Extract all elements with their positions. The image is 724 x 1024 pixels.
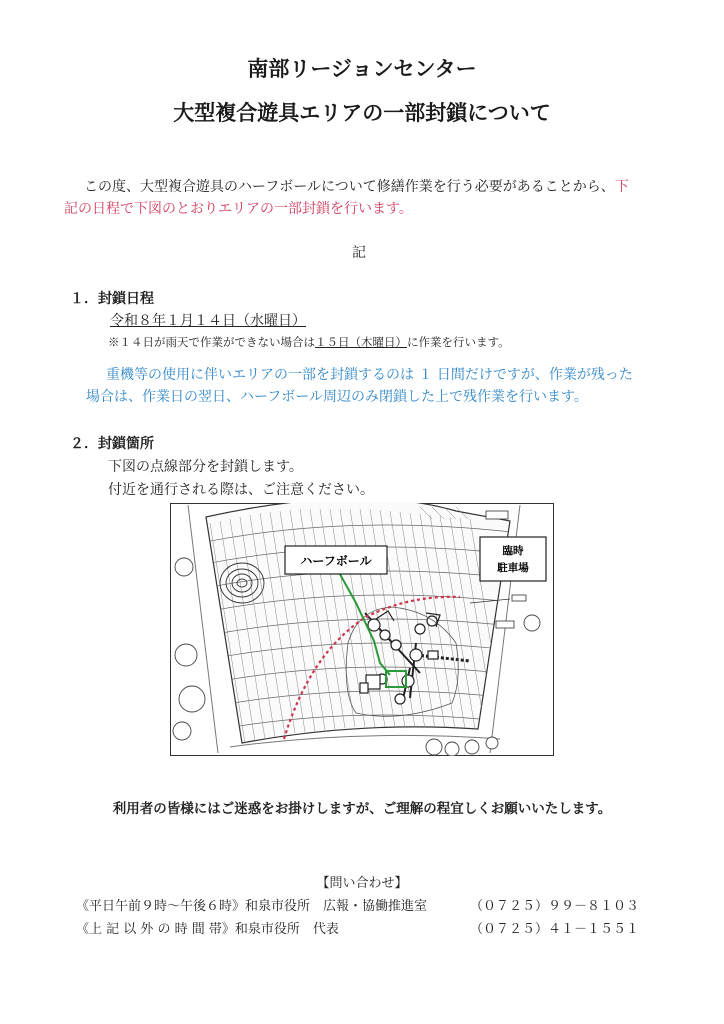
contact-row1-phone: （０７２５）９９－８１０３ (470, 899, 640, 914)
page-title-line2: 大型複合遊具エリアの一部封鎖について (173, 101, 551, 125)
parking-label-line2: 駐車場 (497, 562, 529, 574)
apology-notice: 利用者の皆様にはご迷惑をお掛けしますが、ご理解の程宜しくお願いいたします。 (112, 801, 612, 817)
section2-line1: 下図の点線部分を封鎖します。 (108, 459, 303, 475)
ki-mark: 記 (352, 245, 366, 261)
rain-note-pre: ※１４日が雨天で作業ができない場合は (108, 335, 315, 349)
closure-map (170, 503, 554, 756)
intro-black-text: この度、大型複合遊具のハーフボールについて修繕作業を行う必要があることから、 (84, 179, 615, 195)
parking-label-box (480, 537, 546, 581)
intro-line2: 記の日程で下図のとおりエリアの一部封鎖を行います。 (64, 201, 413, 217)
closure-date: 令和８年１月１４日（水曜日） (110, 313, 306, 329)
intro-line1 (84, 176, 629, 198)
rain-note-date: １５日（木曜日） (315, 335, 407, 349)
intro-red-text-start: 下 (614, 179, 629, 195)
blue-note-line1: 重機等の使用に伴いエリアの一部を封鎖するのは １ 日間だけですが、作業が残った (106, 367, 633, 383)
contact-row2-phone: （０７２５）４１－１５５１ (470, 922, 640, 937)
halfball-label: ハーフボール (300, 554, 372, 568)
page-title-line1: 南部リージョンセンター (247, 57, 477, 81)
rain-note-post: に作業を行います。 (407, 335, 510, 349)
parking-label-line1: 臨時 (502, 545, 524, 557)
section1-heading: １．封鎖日程 (70, 291, 154, 307)
rain-note (108, 334, 510, 350)
contact-heading: 【問い合わせ】 (316, 876, 408, 891)
contact-row2-label: 《上 記 以 外 の 時 間 帯》和泉市役所 代表 (76, 922, 339, 937)
section2-line2: 付近を通行される際は、ご注意ください。 (108, 482, 374, 498)
contact-row1-label: 《平日午前９時～午後６時》和泉市役所 広報・協働推進室 (76, 899, 428, 914)
section2-heading: ２．封鎖箇所 (70, 436, 154, 452)
blue-note-line2: 場合は、作業日の翌日、ハーフボール周辺のみ閉鎖した上で残作業を行います。 (86, 389, 588, 405)
